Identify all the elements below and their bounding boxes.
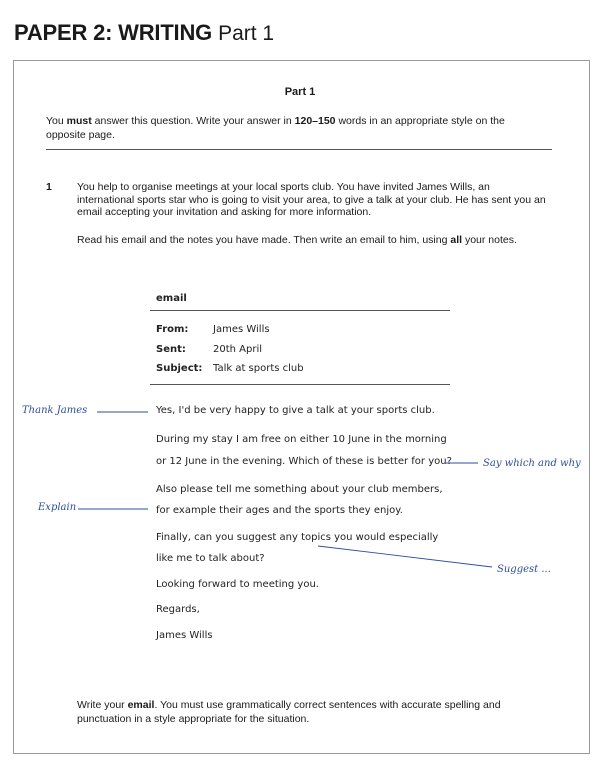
email-body-line: Regards,	[156, 604, 200, 615]
read-pre: Read his email and the notes you have made. Then write an email to him, using	[77, 234, 451, 246]
email-body-line: During my stay I am free on either 10 June in the morning	[156, 434, 447, 445]
sent-key: Sent:	[156, 344, 186, 355]
read-all: all	[450, 234, 463, 246]
email-body-line: for example their ages and the sports they enjoy.	[156, 505, 403, 516]
email-body-line: like me to talk about?	[156, 553, 265, 564]
question-number: 1	[46, 181, 52, 193]
email-body-line: Yes, I'd be very happy to give a talk at your sports club.	[156, 405, 435, 416]
part-title: Part 1	[284, 86, 316, 98]
email-body-line: or 12 June in the evening. Which of these is better for you?	[156, 456, 452, 467]
paper-title: PAPER 2: WRITING	[14, 20, 213, 45]
footer-post: . You must use grammatically correct sentences with accurate spelling and punctuation in a style appropriate for the situation.	[77, 699, 501, 725]
part-subtitle: Part 1	[218, 22, 275, 45]
subject-key: Subject:	[156, 363, 203, 374]
from-value: James Wills	[213, 324, 270, 335]
instr-word-count: 120–150	[294, 115, 336, 127]
instr-mid: answer this question. Write your answer in	[91, 115, 295, 127]
sent-value: 20th April	[213, 344, 263, 355]
note-thank-james: Thank James	[22, 405, 88, 416]
footer-instruction	[77, 699, 547, 726]
question-text: You help to organise meetings at your local sports club. You have invited James Wills, an international sports star who is going to visit your area, to give a talk at your club. He has sent you an email accepting your invitation and asking for more information.	[77, 181, 546, 218]
from-key: From:	[156, 324, 189, 335]
instr-post: words in an appropriate style on the opposite page.	[46, 115, 505, 141]
email-signature: James Wills	[156, 630, 213, 641]
instr-must: must	[66, 115, 92, 127]
note-explain: Explain	[38, 502, 77, 513]
instr-pre: You	[46, 115, 67, 127]
subject-value: Talk at sports club	[213, 363, 304, 374]
leader-suggest	[318, 546, 492, 567]
email-body-line: Also please tell me something about your club members,	[156, 484, 443, 495]
footer-email: email	[127, 699, 155, 711]
email-body-line: Looking forward to meeting you.	[156, 579, 319, 590]
note-suggest: Suggest ...	[497, 564, 551, 575]
email-body-line: Finally, can you suggest any topics you would especially	[156, 532, 439, 543]
note-say-which-why: Say which and why	[483, 458, 581, 469]
footer-pre: Write your	[77, 699, 128, 711]
read-post: your notes.	[462, 234, 517, 246]
email-label: email	[156, 293, 187, 304]
